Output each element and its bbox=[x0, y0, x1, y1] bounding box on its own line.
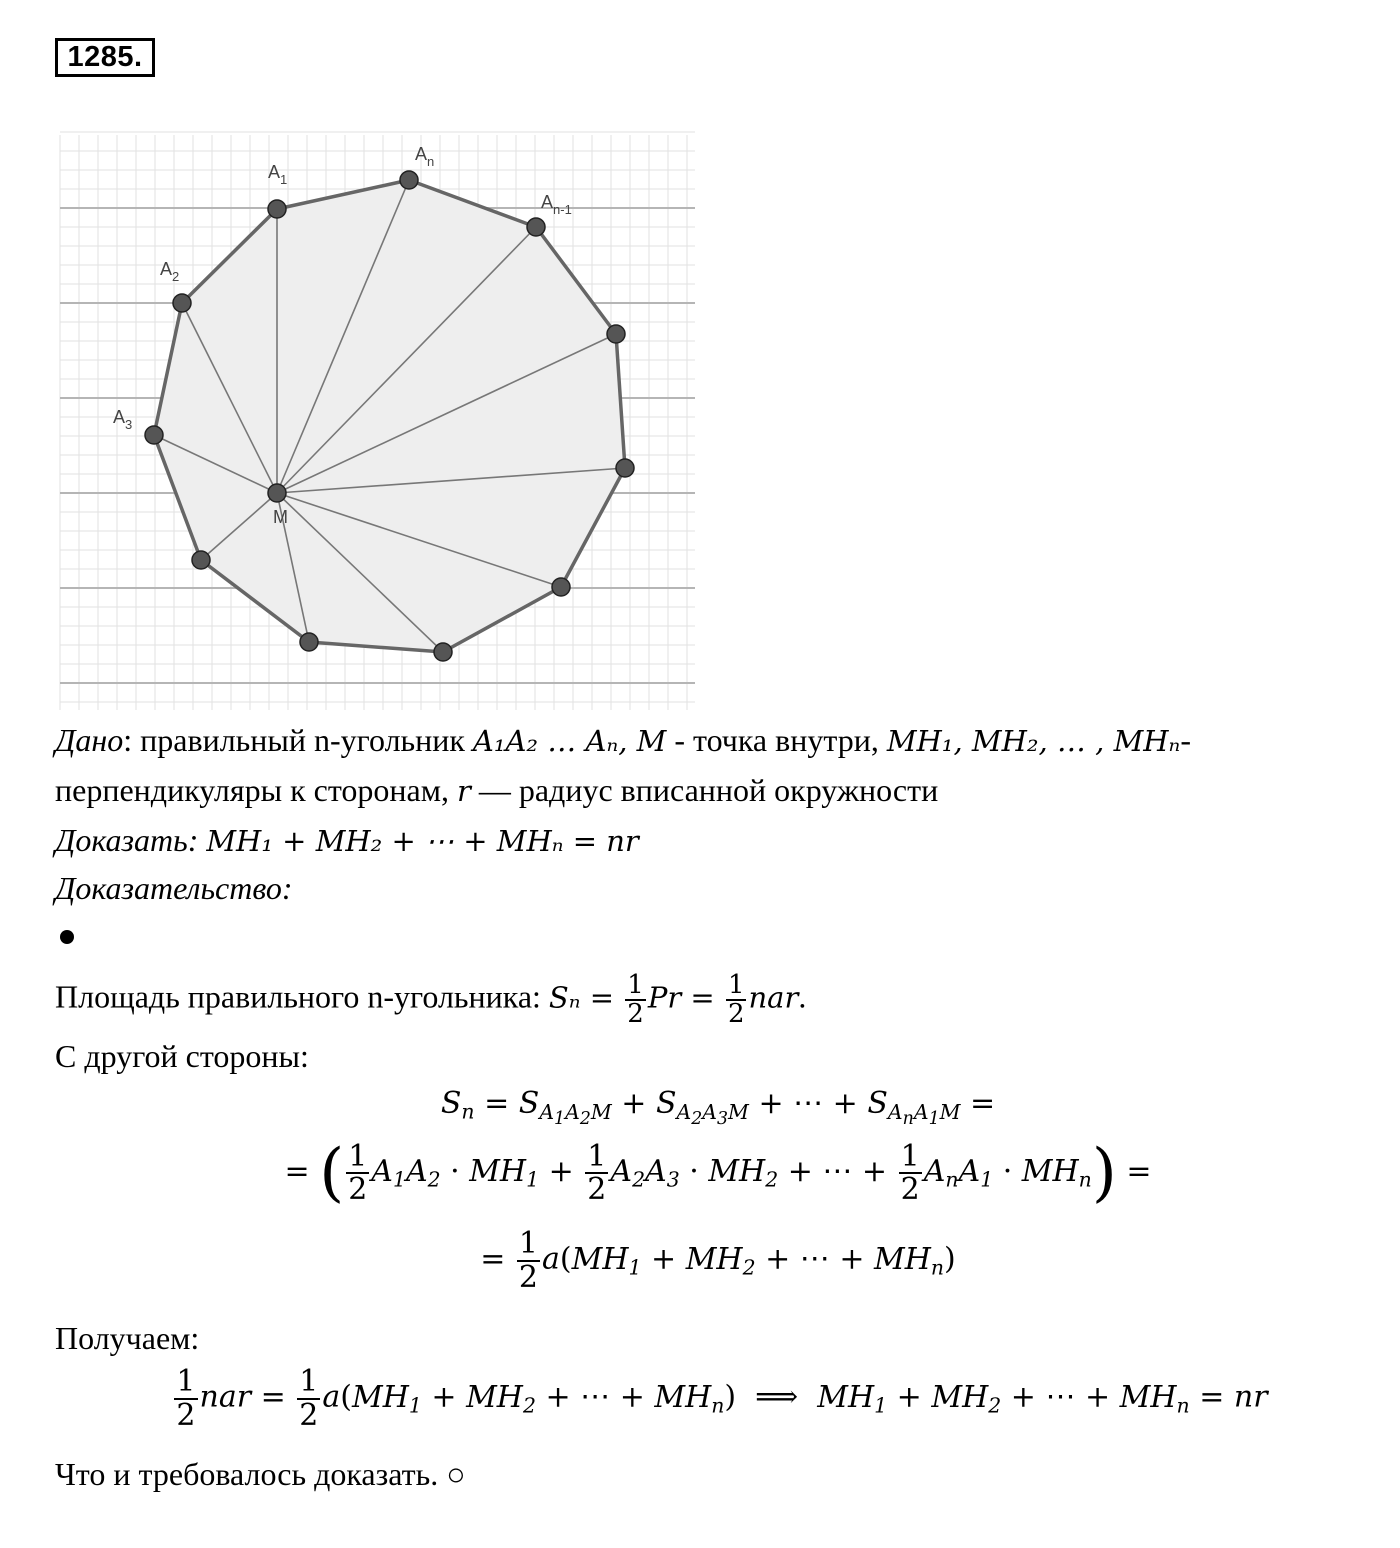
vertex-point bbox=[616, 459, 634, 477]
other-side: С другой стороны: bbox=[55, 1038, 309, 1074]
given-line-2 bbox=[55, 770, 938, 811]
area-lhs: Sₙ = bbox=[548, 980, 624, 1015]
vertex-point bbox=[607, 325, 625, 343]
given-r: r bbox=[456, 774, 471, 808]
given-text-3: - bbox=[1180, 722, 1191, 758]
vertex-label-a2: $A_2$ bbox=[160, 259, 180, 284]
fraction-half: $\frac{1}{2}$ bbox=[627, 970, 644, 1030]
vertex-label-an: $A_n$ bbox=[415, 144, 435, 169]
vertex-label-a3: $A_3$ bbox=[113, 407, 133, 432]
given-line-1: Дано: правильный n-угольник A₁A₂ … Aₙ, M - точка внутри, MH₁, MH₂, … , MHₙ- bbox=[55, 722, 1191, 758]
point-m bbox=[268, 484, 286, 502]
given-polygon: A₁A₂ … Aₙ bbox=[472, 724, 619, 758]
prove-statement: MH₁ + MH₂ + ⋯ + MHₙ = nr bbox=[206, 824, 639, 858]
given-text-1: : правильный n-угольник bbox=[123, 722, 473, 758]
area-end: nar bbox=[748, 980, 799, 1015]
area-mid: Pr = bbox=[647, 980, 724, 1015]
vertex-point bbox=[300, 633, 318, 651]
given-line2-end: — радиус вписанной окружности bbox=[470, 772, 939, 808]
vertex-point bbox=[400, 171, 418, 189]
conclusion: Что и требовалось доказать. ○ bbox=[55, 1456, 466, 1492]
prove-line bbox=[55, 820, 639, 861]
vertex-label-an-1: $A_{n-1}$ bbox=[541, 192, 572, 217]
equation-4: $\frac{1}{2}$ nar = $\frac{1}{2}$ $a(MH_1 + MH_2$ + ⋯ + $MH_n$) ⟹ $MH_1 + MH_2$ + ⋯ + $MH_n$ = nr bbox=[176, 1364, 1268, 1433]
given-point: M bbox=[636, 724, 667, 758]
area-text: Площадь правильного n-угольника: bbox=[55, 978, 549, 1015]
equation-2: = ( $\frac{1}{2}$ $A_1A_2 \cdot MH_1$ + $\frac{1}{2}$ $A_2A_3 \cdot MH_2$ + ⋯ + $\frac{1}{2}$ $A_nA_1 \cdot MH_n$) = bbox=[284, 1136, 1152, 1210]
prove-label: Доказать: bbox=[55, 822, 207, 858]
given-text-2: - точка внутри, bbox=[666, 722, 887, 758]
vertex-point bbox=[552, 578, 570, 596]
polygon-figure bbox=[55, 130, 700, 715]
given-line2-text: перпендикуляры к сторонам, bbox=[55, 772, 457, 808]
area-line bbox=[55, 972, 806, 1029]
bullet-point bbox=[60, 930, 74, 944]
vertex-point bbox=[527, 218, 545, 236]
vertex-point bbox=[192, 551, 210, 569]
we-get: Получаем: bbox=[55, 1320, 200, 1356]
vertex-point bbox=[268, 200, 286, 218]
given-label: Дано bbox=[55, 722, 124, 758]
given-perpendiculars: MH₁, MH₂, … , MHₙ bbox=[886, 724, 1181, 758]
vertex-point bbox=[173, 294, 191, 312]
vertex-point bbox=[434, 643, 452, 661]
equation-3: = $\frac{1}{2}$ $a(MH_1 + MH_2$ + ⋯ + $MH_n$) bbox=[480, 1226, 956, 1295]
vertex-point bbox=[145, 426, 163, 444]
problem-number: 1285. bbox=[55, 38, 155, 77]
equation-1: $S_n = S_{A_1A_2M} + S_{A_2A_3M}$ + ⋯ + $S_{A_nA_1M}$ = bbox=[440, 1086, 996, 1129]
area-dot: . bbox=[798, 978, 807, 1015]
proof-label: Доказательство: bbox=[55, 870, 293, 906]
point-label-m: M bbox=[273, 507, 288, 527]
fraction-half: $\frac{1}{2}$ bbox=[727, 970, 745, 1030]
vertex-label-a1: $A_1$ bbox=[268, 162, 288, 187]
